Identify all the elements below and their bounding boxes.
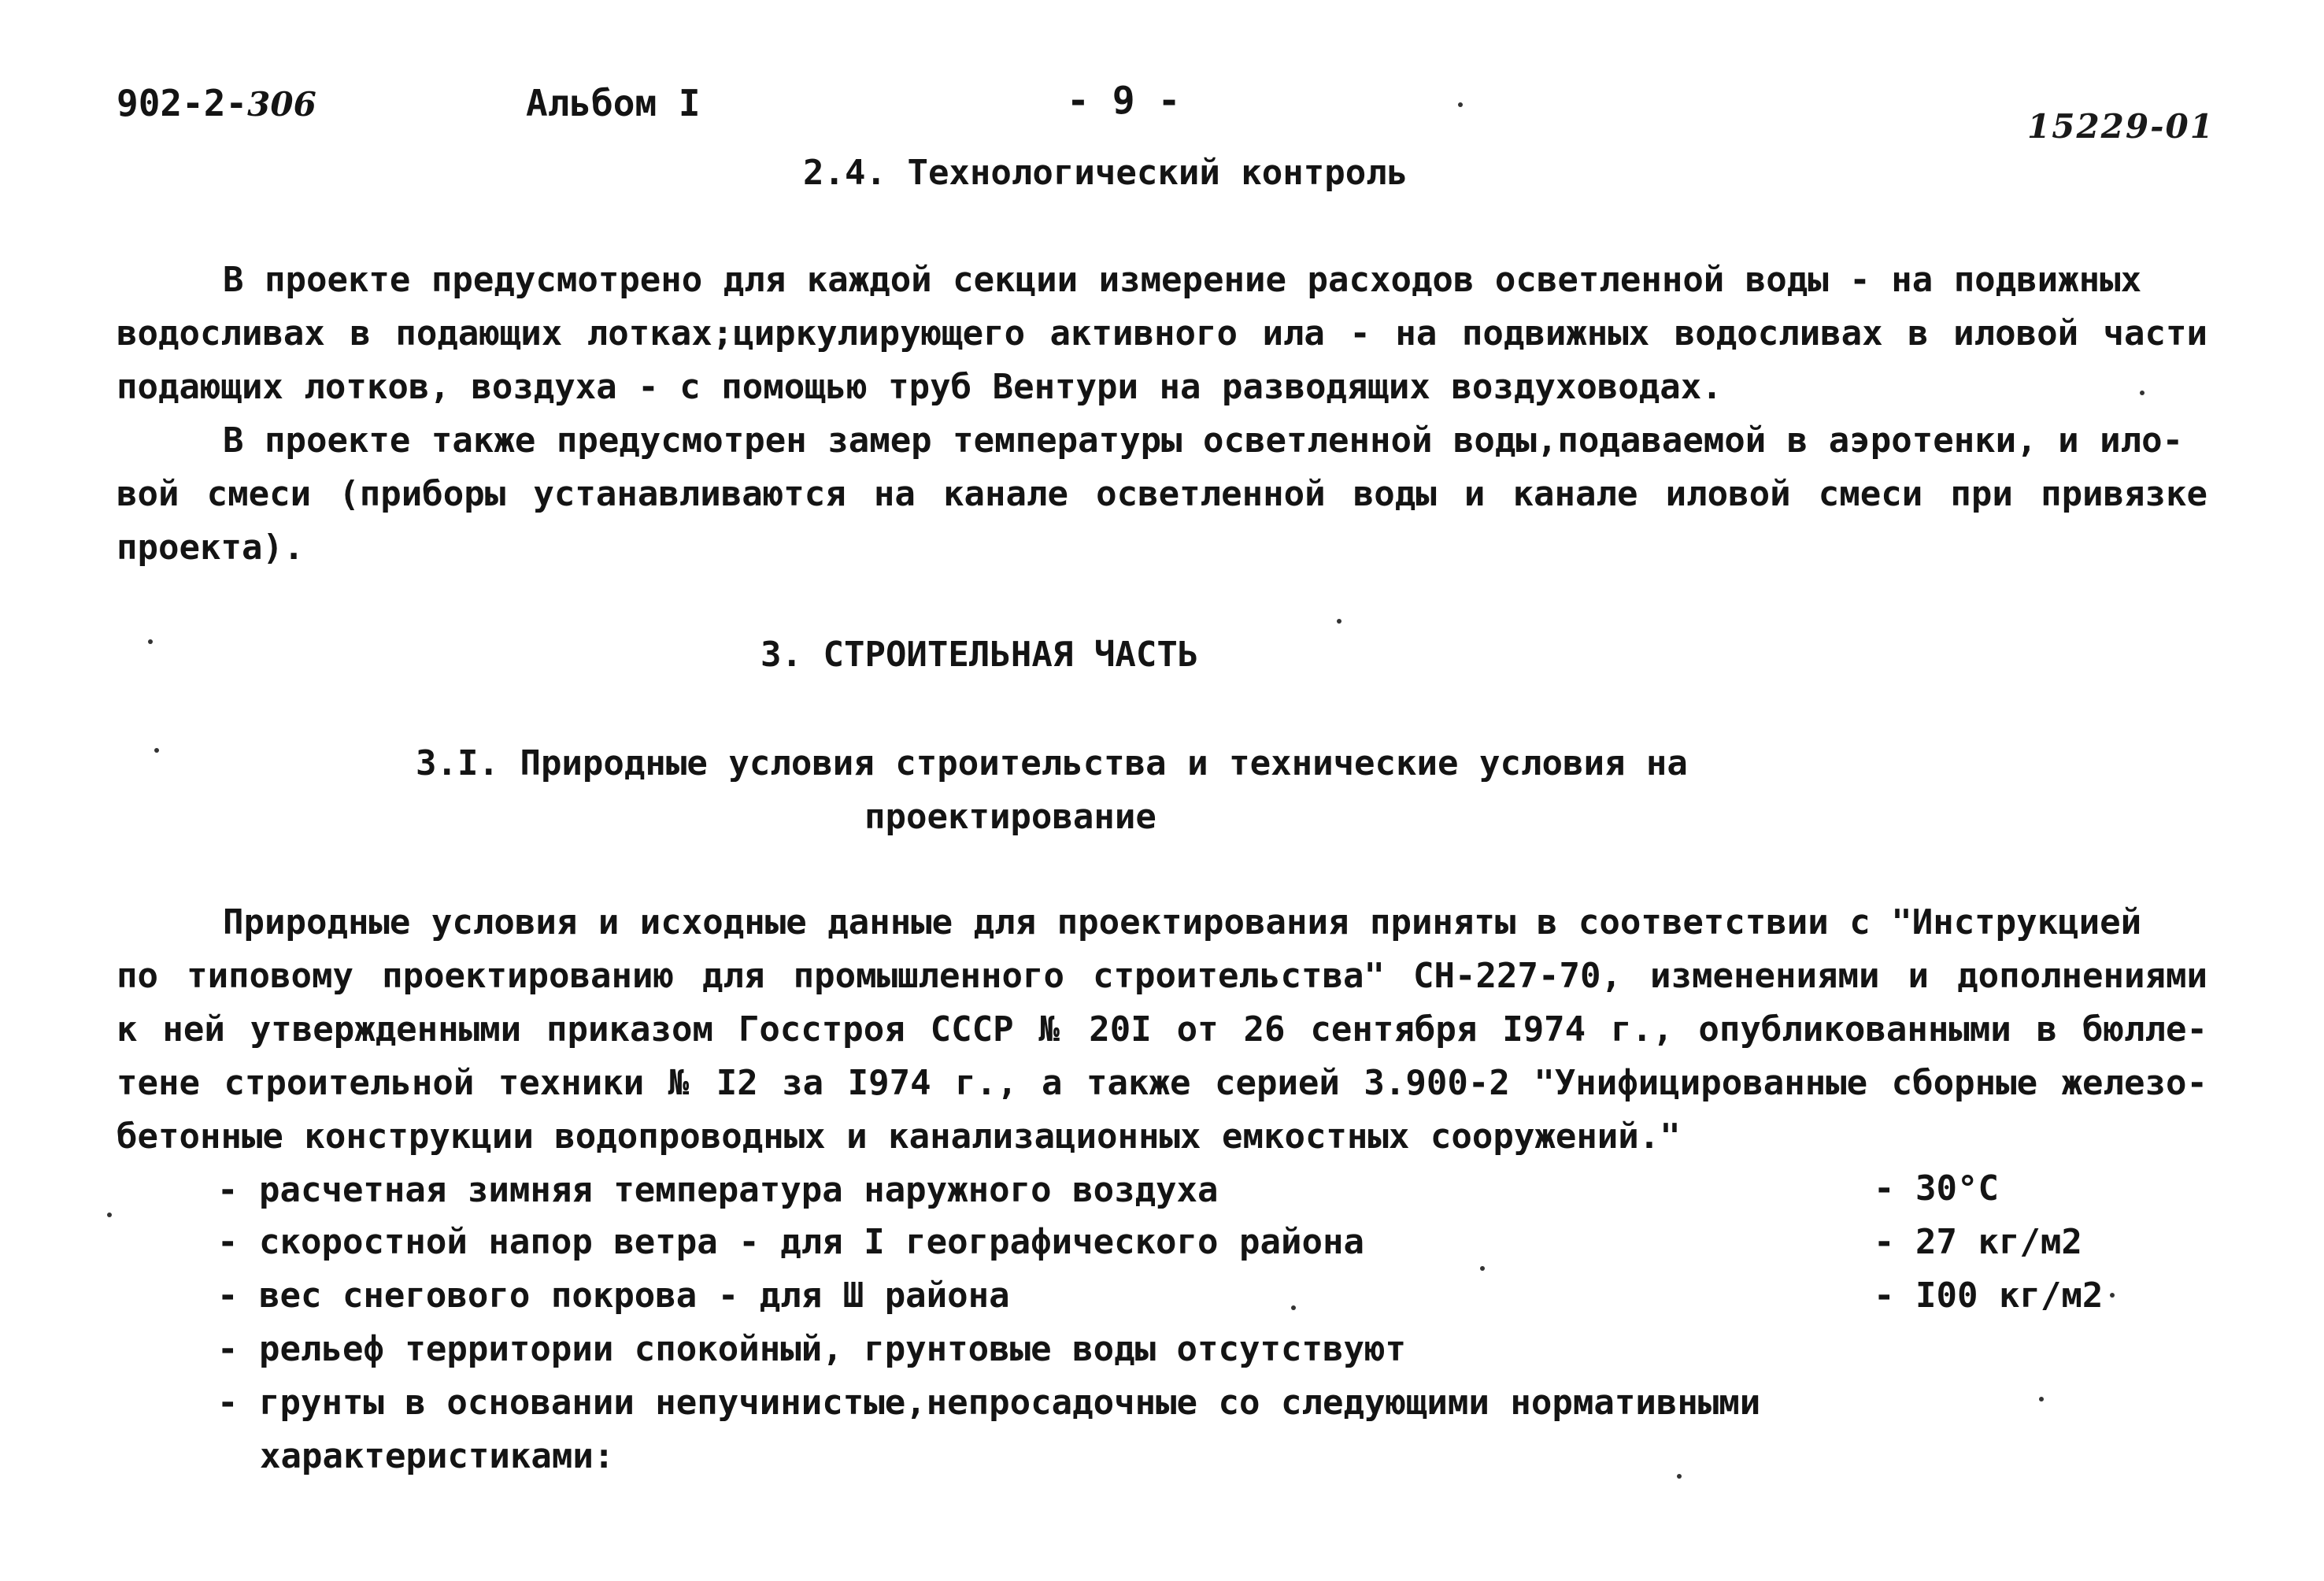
para1-line-1: В проекте предусмотрено для каждой секции измерение расходов осветленной воды - на подвижных xyxy=(223,260,2142,300)
list-item-2-text: - скоростной напор ветра - для I географического района xyxy=(217,1222,1364,1262)
para2-line-2: вой смеси (приборы устанавливаются на канале осветленной воды и канале иловой смеси при привязке xyxy=(117,474,2207,514)
doc-code xyxy=(117,82,316,124)
section-2-4-heading: 2.4. Технологический контроль xyxy=(803,153,1408,193)
list-item-5-continuation: характеристиками: xyxy=(260,1436,615,1476)
scan-speck xyxy=(2110,1293,2115,1298)
scan-speck xyxy=(1291,1305,1296,1310)
section-3-1-para-line-5: бетонные конструкции водопроводных и канализационных емкостных сооружений." xyxy=(117,1116,1681,1157)
list-item-2-value: - 27 кг/м2 xyxy=(1874,1222,2082,1262)
scan-speck xyxy=(1458,102,1463,107)
scan-speck xyxy=(2140,391,2145,395)
scan-speck xyxy=(148,639,153,644)
list-item-4-text: - рельеф территории спокойный, грунтовые воды отсутствуют xyxy=(217,1329,1406,1369)
list-item-5-text: - грунты в основании непучинистые,непросадочные со следующими нормативными xyxy=(217,1383,1761,1423)
para2-line-1: В проекте также предусмотрен замер температуры осветленной воды,подаваемой в аэротенки, и ило- xyxy=(223,420,2184,461)
section-3-1-para-line-4: тене строительной техники № I2 за I974 г., а также серией 3.900-2 "Унифицированные сборные железо- xyxy=(117,1063,2207,1103)
doc-code-printed: 902-2- xyxy=(117,82,248,124)
scan-speck xyxy=(1337,619,1341,624)
section-3-heading: 3. СТРОИТЕЛЬНАЯ ЧАСТЬ xyxy=(760,635,1199,675)
archive-number: 15229-01 xyxy=(2027,107,2215,146)
section-3-1-para-line-2: по типовому проектированию для промышленного строительства" СН-227-70, изменениями и дополнениями xyxy=(117,956,2207,996)
para1-line-3: подающих лотков, воздуха - с помощью труб Вентури на разводящих воздуховодах. xyxy=(117,367,1723,407)
list-item-3-text: - вес снегового покрова - для Ш района xyxy=(217,1276,1010,1316)
scan-speck xyxy=(1677,1474,1682,1479)
scan-speck xyxy=(2039,1397,2044,1401)
section-3-1-heading-line-1: 3.I. Природные условия строительства и технические условия на xyxy=(416,743,1688,783)
list-item-1-value: - 30°C xyxy=(1874,1168,1999,1209)
list-item-3-value: - I00 кг/м2 xyxy=(1874,1276,2104,1316)
para2-line-3: проекта). xyxy=(117,528,305,568)
para1-line-2: водосливах в подающих лотках;циркулирующего активного ила - на подвижных водосливах в иловой части xyxy=(117,313,2207,354)
page-number: - 9 - xyxy=(1067,79,1181,123)
section-3-1-para-line-3: к ней утвержденными приказом Госстроя СССР № 20I от 26 сентября I974 г., опубликованными в бюлле- xyxy=(117,1009,2207,1050)
doc-code-handwritten: 306 xyxy=(247,85,316,124)
section-3-1-heading-line-2: проектирование xyxy=(864,797,1156,837)
section-3-1-para-line-1: Природные условия и исходные данные для проектирования приняты в соответствии с "Инструкцией xyxy=(223,902,2142,942)
scan-speck xyxy=(107,1213,112,1217)
list-item-1-text: - расчетная зимняя температура наружного воздуха xyxy=(217,1170,1219,1210)
album-label: Альбом I xyxy=(526,82,701,124)
scan-speck xyxy=(1480,1266,1485,1271)
scan-speck xyxy=(154,748,159,753)
